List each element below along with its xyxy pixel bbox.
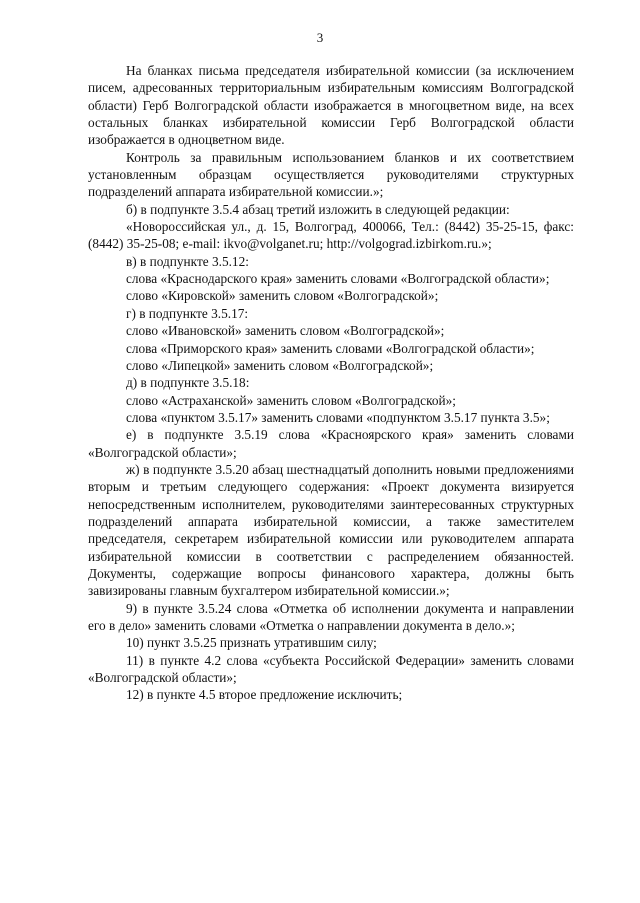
paragraph: д) в подпункте 3.5.18: [126, 375, 250, 391]
paragraph: слово «Липецкой» заменить словом «Волгоградской»; [126, 357, 434, 373]
paragraph: ж) в подпункте 3.5.20 абзац шестнадцатый дополнить новыми предложениями вторым и третьим следующего содержания: «Проект документа визируется непосредственным исполнителем, руководителями заинтересованных структурных подразделений аппарата избирательной комиссии, а также заместителем председателя, секретарем избирательной комиссии или руководителем аппарата избирательной комиссии в соответствии с распределением обязанностей. Документы, содержащие вопросы финансового характера, должны быть завизированы главным бухгалтером избирательной комиссии.»; [88, 461, 574, 599]
paragraph: в) в подпункте 3.5.12: [126, 253, 249, 269]
paragraph: 9) в пункте 3.5.24 слова «Отметка об исполнении документа и направлении его в дело» заменить словами «Отметка о направлении документа в дело.»; [88, 600, 574, 633]
paragraph: На бланках письма председателя избирательной комиссии (за исключением писем, адресованных территориальным избирательным комиссиям Волгоградской области) Герб Волгоградской области изображается в многоцветном виде, на всех остальных бланках избирательной комиссии Герб Волгоградской области изображается в одноцветном виде. [88, 63, 574, 148]
paragraph: слово «Ивановской» заменить словом «Волгоградской»; [126, 323, 445, 339]
paragraph: слова «пунктом 3.5.17» заменить словами «подпунктом 3.5.17 пункта 3.5»; [126, 409, 550, 425]
paragraph: 12) в пункте 4.5 второе предложение исключить; [126, 687, 403, 703]
paragraph: слова «Приморского края» заменить словами «Волгоградской области»; [126, 340, 535, 356]
paragraph: слово «Кировской» заменить словом «Волгоградской»; [126, 288, 439, 304]
paragraph: 10) пункт 3.5.25 признать утратившим силу; [126, 635, 377, 651]
paragraph: г) в подпункте 3.5.17: [126, 305, 249, 321]
paragraph: е) в подпункте 3.5.19 слова «Красноярского края» заменить словами «Волгоградской области»; [88, 427, 574, 460]
paragraph: б) в подпункте 3.5.4 абзац третий изложить в следующей редакции: [126, 201, 510, 217]
paragraph: Контроль за правильным использованием бланков и их соответствием установленным образцам осуществляется руководителями структурных подразделений аппарата избирательной комиссии.»; [88, 149, 574, 200]
paragraph: слово «Астраханской» заменить словом «Волгоградской»; [126, 392, 456, 408]
paragraph: слова «Краснодарского края» заменить словами «Волгоградской области»; [126, 271, 550, 287]
page-number: 3 [316, 30, 324, 45]
document-body [88, 62, 574, 704]
paragraph: «Новороссийская ул., д. 15, Волгоград, 400066, Тел.: (8442) 35-25-15, факс: (8442) 35-25-08; e-mail: ikvo@volganet.ru; http://volgograd.izbirkom.ru.»; [88, 219, 574, 252]
paragraph: 11) в пункте 4.2 слова «субъекта Российской Федерации» заменить словами «Волгоградской области»; [88, 652, 574, 686]
